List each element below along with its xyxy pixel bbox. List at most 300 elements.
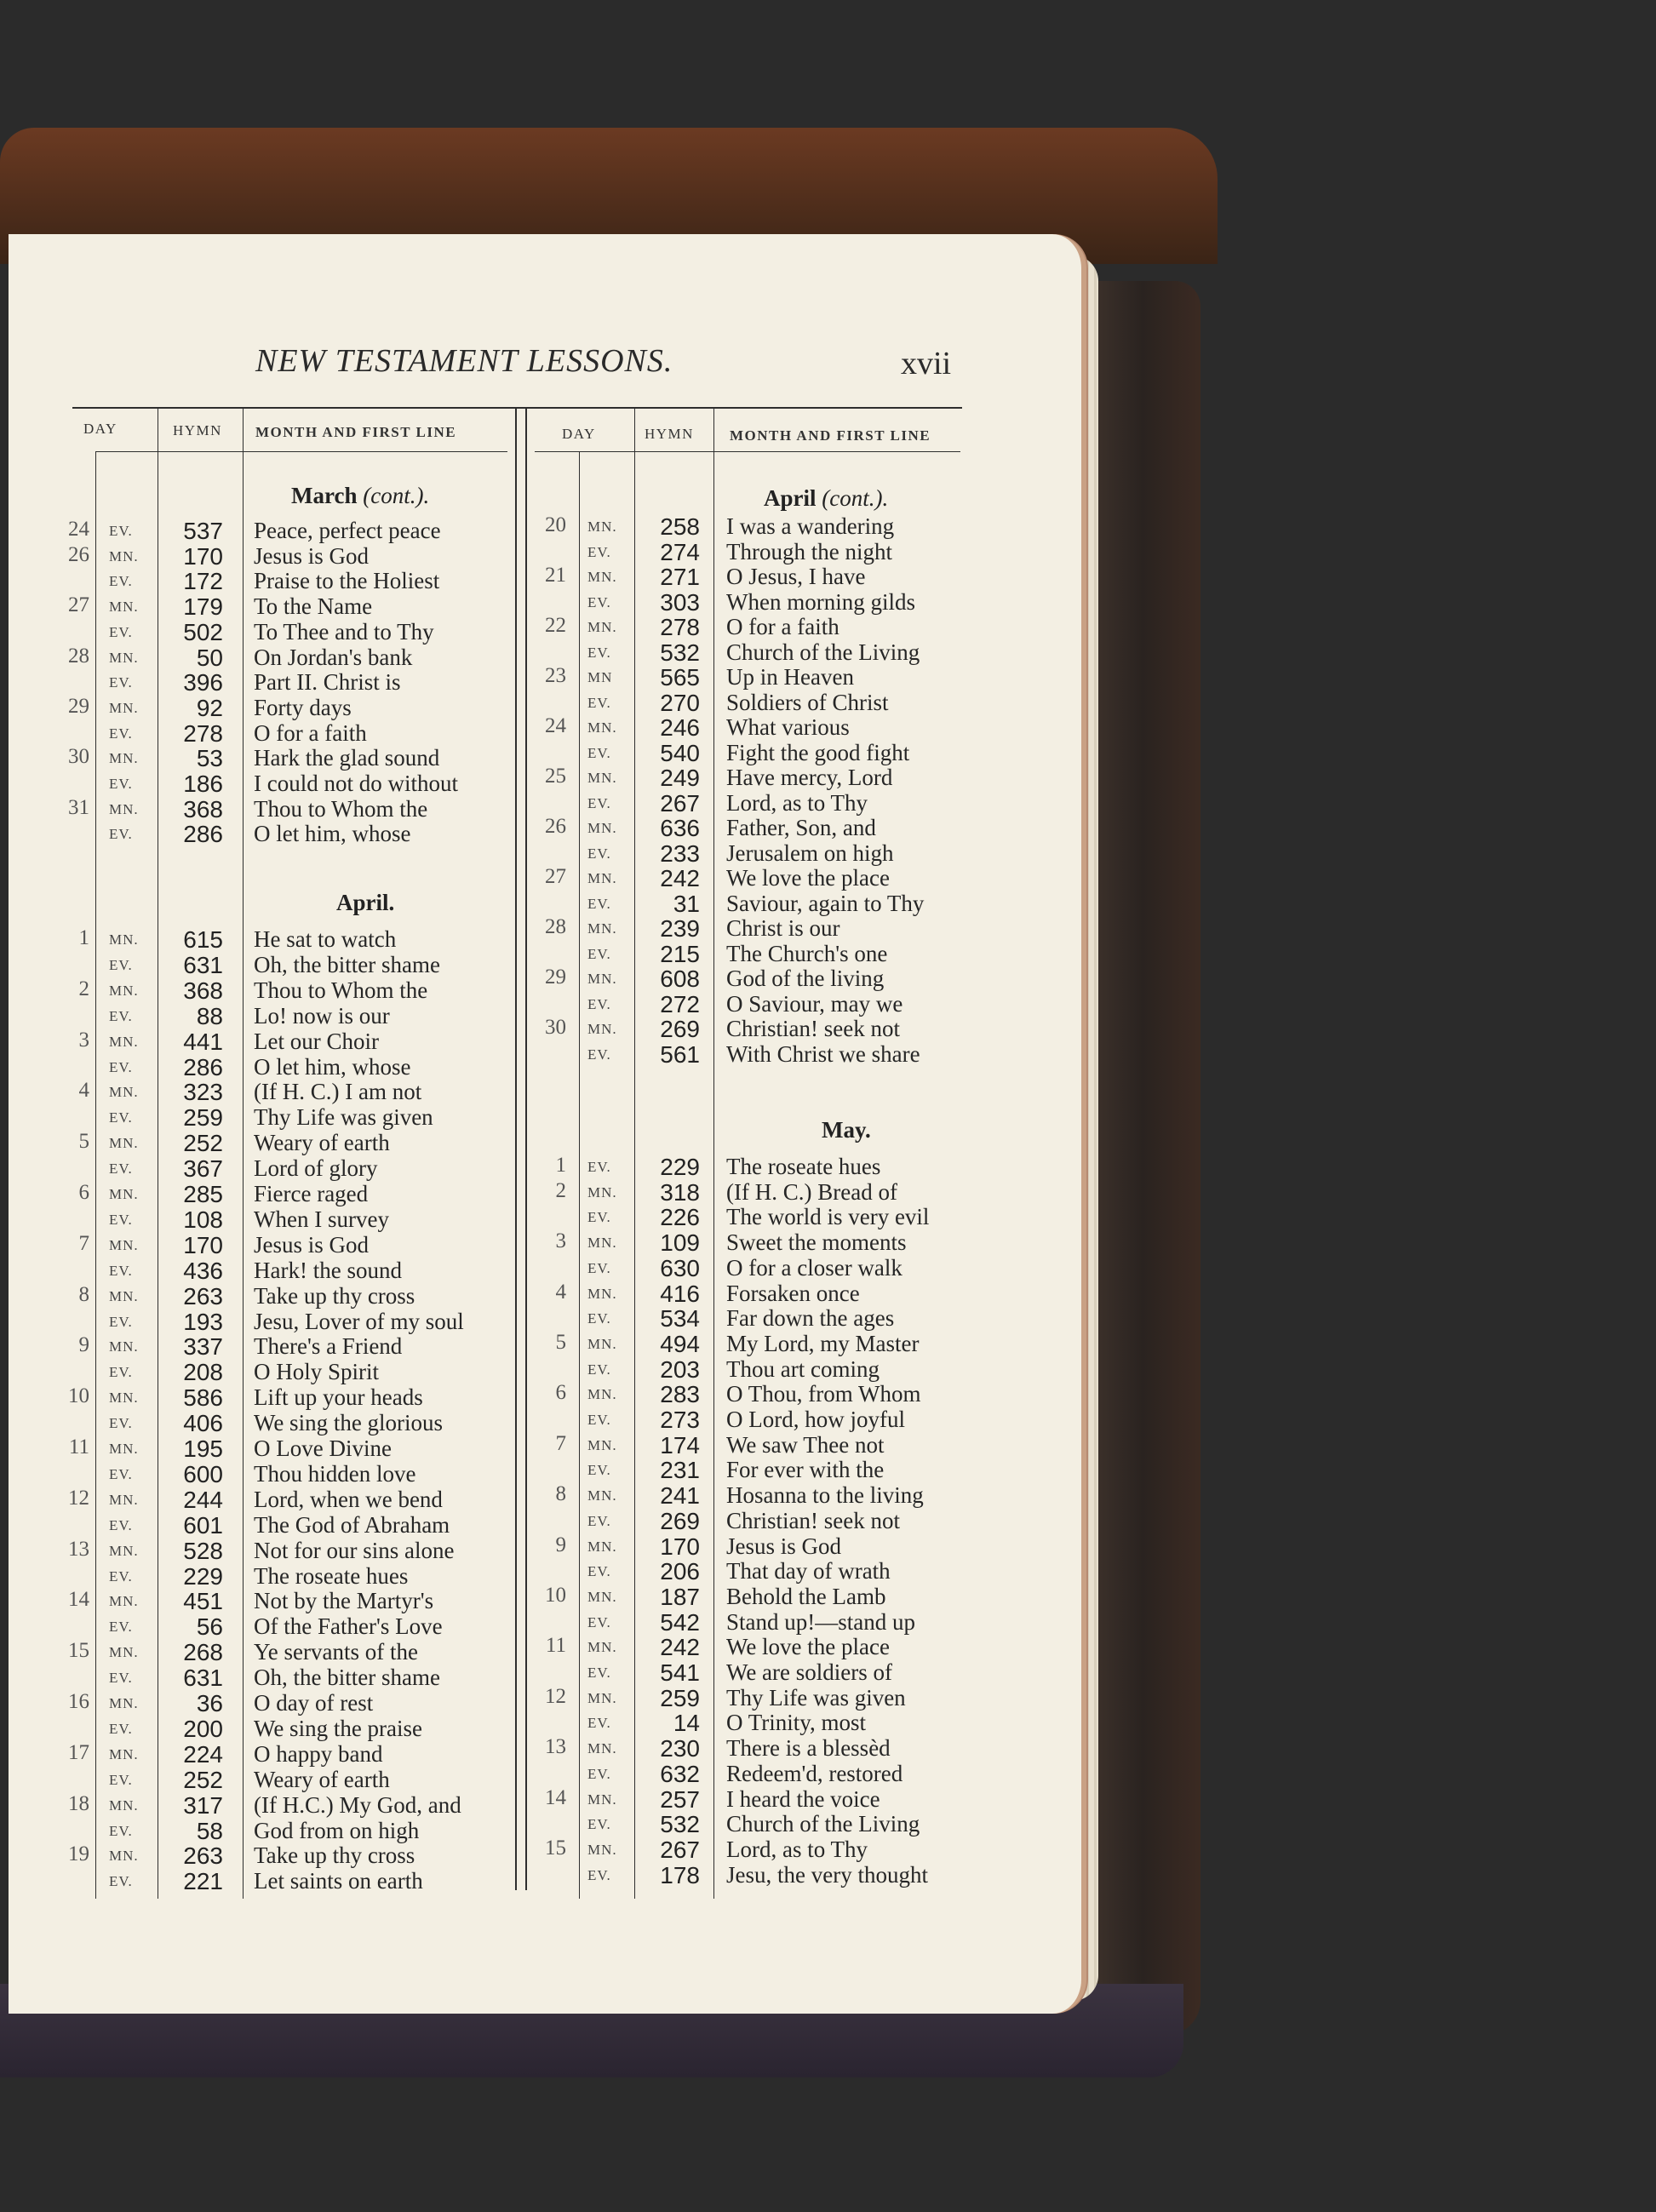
service: EV.: [109, 1516, 133, 1533]
first-line: Oh, the bitter shame: [254, 951, 440, 977]
hymn-number: 56: [196, 1613, 223, 1641]
first-line: We are soldiers of: [726, 1659, 892, 1685]
section-april-cont-cont: (cont.).: [822, 485, 889, 511]
first-line: On Jordan's bank: [254, 644, 413, 670]
first-line: O let him, whose: [254, 1053, 411, 1080]
day-number: 18: [68, 1791, 89, 1815]
first-line: O let him, whose: [254, 821, 411, 847]
hymn-number: 540: [660, 739, 700, 766]
service: EV.: [109, 1771, 133, 1788]
hymn-number: 528: [183, 1537, 223, 1564]
service: EV.: [109, 1822, 133, 1839]
first-line: Peace, perfect peace: [254, 518, 441, 543]
day-number: 28: [545, 915, 566, 938]
service: EV.: [587, 1046, 611, 1063]
service: MN.: [109, 1135, 139, 1152]
service: MN.: [587, 719, 617, 736]
day-number: 15: [545, 1836, 566, 1860]
day-number: 21: [545, 564, 566, 587]
first-line: Lord, as to Thy: [726, 1836, 868, 1862]
header-hymn-left: HYMN: [173, 422, 222, 438]
hymn-number: 271: [660, 564, 700, 590]
first-line: Oh, the bitter shame: [254, 1665, 440, 1691]
hymn-number: 187: [660, 1583, 700, 1610]
service: EV.: [587, 1866, 611, 1883]
hymn-number: 532: [660, 639, 700, 666]
service: EV.: [587, 1209, 611, 1226]
service: MN.: [109, 1644, 139, 1661]
hymn-number: 303: [660, 588, 700, 616]
first-line: Forsaken once: [726, 1280, 860, 1306]
hymn-number: 263: [183, 1282, 223, 1309]
section-may-title: May.: [822, 1117, 871, 1143]
day-number: 2: [78, 977, 89, 1000]
service: EV.: [109, 1211, 133, 1228]
service: MN.: [109, 750, 139, 767]
service: EV.: [587, 694, 611, 711]
service: EV.: [587, 1159, 611, 1175]
hymn-number: 258: [660, 513, 700, 540]
day-number: 6: [555, 1381, 566, 1405]
service: EV.: [109, 1313, 133, 1330]
hymn-number: 630: [660, 1254, 700, 1281]
hymn-number: 368: [183, 795, 223, 822]
first-line: Thy Life was given: [254, 1104, 433, 1131]
first-line: O happy band: [254, 1740, 383, 1767]
first-line: Thou to Whom the: [254, 977, 428, 1003]
hymn-number: 441: [183, 1028, 223, 1055]
day-number: 26: [68, 542, 89, 566]
hymn-number: 242: [660, 1634, 700, 1661]
service: EV.: [587, 1361, 611, 1378]
hymn-number: 416: [660, 1280, 700, 1307]
first-line: Ye servants of the: [254, 1639, 418, 1665]
first-line: The roseate hues: [254, 1562, 409, 1589]
service: MN.: [587, 1335, 617, 1352]
section-march-title: March: [291, 483, 358, 508]
first-line: Weary of earth: [254, 1766, 390, 1792]
day-number: 19: [68, 1842, 89, 1866]
first-line: We sing the glorious: [254, 1410, 444, 1436]
service: EV.: [109, 1873, 133, 1890]
hymn-number: 229: [183, 1562, 223, 1590]
hymn-number: 215: [660, 940, 700, 967]
day-number: 20: [545, 513, 566, 536]
day-number: 1: [555, 1154, 566, 1177]
hymn-number: 285: [183, 1181, 223, 1207]
col-sep-right-2: [634, 409, 635, 1899]
service: MN.: [109, 931, 139, 948]
hymn-number: 631: [183, 1665, 223, 1692]
first-line: Christian! seek not: [726, 1507, 900, 1533]
hymn-number: 108: [183, 1206, 223, 1233]
service: EV.: [109, 1720, 133, 1737]
day-number: 23: [545, 664, 566, 687]
hymn-number: 233: [660, 840, 700, 867]
hymn-number: 494: [660, 1330, 700, 1357]
hymn-number: 396: [183, 669, 223, 696]
header-day-right: DAY: [562, 426, 596, 442]
first-line: Thy Life was given: [726, 1684, 906, 1711]
service: EV.: [109, 1619, 133, 1636]
first-line: The God of Abraham: [254, 1511, 450, 1538]
day-number: 4: [555, 1280, 566, 1304]
first-line: There is a blessèd: [726, 1735, 891, 1762]
hymn-number: 193: [183, 1308, 223, 1335]
first-line: Hark the glad sound: [254, 745, 440, 771]
hymn-number: 318: [660, 1178, 700, 1206]
service: EV.: [109, 956, 133, 973]
hymn-number: 267: [660, 789, 700, 817]
first-line: Hark! the sound: [254, 1257, 402, 1283]
day-number: 1: [78, 926, 89, 949]
first-line: When I survey: [254, 1206, 389, 1232]
day-number: 25: [545, 765, 566, 788]
first-line: Lord, when we bend: [254, 1486, 443, 1512]
first-line: I heard the voice: [726, 1785, 880, 1812]
service: EV.: [587, 1462, 611, 1479]
hymn-number: 200: [183, 1715, 223, 1742]
day-number: 10: [545, 1583, 566, 1607]
hymn-number: 268: [183, 1639, 223, 1666]
service: MN.: [109, 1542, 139, 1559]
day-number: 31: [68, 795, 89, 819]
first-line: What various: [726, 714, 850, 740]
hymn-number: 367: [183, 1155, 223, 1183]
first-line: Thou art coming: [726, 1355, 880, 1382]
day-number: 17: [68, 1740, 89, 1764]
service: MN.: [587, 1740, 617, 1757]
first-line: Through the night: [726, 538, 892, 564]
header-day-left: DAY: [83, 421, 117, 437]
day-number: 29: [545, 966, 566, 989]
hymn-number: 259: [183, 1104, 223, 1132]
first-line: (If H. C.) I am not: [254, 1079, 422, 1105]
first-line: Stand up!—stand up: [726, 1608, 915, 1635]
service: EV.: [109, 1007, 133, 1024]
hymn-number: 273: [660, 1407, 700, 1433]
service: MN.: [109, 1338, 139, 1355]
service: EV.: [587, 1412, 611, 1428]
service: MN.: [587, 1791, 617, 1808]
hymn-number: 561: [660, 1040, 700, 1068]
hymn-number: 208: [183, 1359, 223, 1386]
hymn-number: 231: [660, 1457, 700, 1484]
first-line: I could not do without: [254, 771, 458, 796]
service: MN.: [587, 1021, 617, 1037]
day-number: 30: [68, 745, 89, 769]
section-april: [336, 890, 394, 916]
first-line: Hosanna to the living: [726, 1482, 924, 1509]
hymn-number: 406: [183, 1410, 223, 1437]
day-number: 7: [555, 1431, 566, 1455]
first-line: The world is very evil: [726, 1204, 930, 1230]
service: EV.: [587, 1613, 611, 1630]
hymn-number: 252: [183, 1130, 223, 1157]
day-number: 12: [545, 1684, 566, 1708]
first-line: God from on high: [254, 1817, 420, 1843]
service: MN.: [587, 1183, 617, 1201]
first-line: Sweet the moments: [726, 1229, 907, 1256]
day-number: 11: [545, 1634, 566, 1658]
service: EV.: [587, 1715, 611, 1732]
first-line: Forty days: [254, 694, 352, 720]
hymn-number: 267: [660, 1836, 700, 1863]
double-rule-b: [525, 409, 527, 1890]
hymn-number: 368: [183, 977, 223, 1004]
first-line: O Love Divine: [254, 1436, 392, 1461]
first-line: We love the place: [726, 1634, 890, 1660]
hymn-number: 323: [183, 1079, 223, 1106]
first-line: O Lord, how joyful: [726, 1407, 905, 1432]
service: MN.: [587, 1386, 617, 1403]
day-number: 2: [555, 1178, 566, 1202]
first-line: To the Name: [254, 593, 373, 620]
service: MN.: [109, 1848, 139, 1865]
hymn-number: 230: [660, 1735, 700, 1762]
service: MN.: [109, 1084, 139, 1101]
service: EV.: [587, 543, 611, 560]
first-line: Christ is our: [726, 915, 840, 941]
section-april-cont-title: April: [764, 485, 817, 511]
hymn-number: 186: [183, 771, 223, 797]
service: EV.: [109, 826, 133, 843]
day-number: 26: [545, 815, 566, 838]
hymn-number: 631: [183, 951, 223, 978]
hymn-number: 53: [196, 745, 223, 772]
first-line: Praise to the Holiest: [254, 568, 440, 594]
service: EV.: [109, 674, 133, 691]
hymn-number: 632: [660, 1760, 700, 1787]
first-line: (If H. C.) Bread of: [726, 1178, 897, 1205]
service: MN.: [109, 1797, 139, 1814]
service: MN.: [587, 1588, 617, 1605]
hymn-number: 259: [660, 1684, 700, 1711]
hymn-number: 58: [196, 1817, 223, 1844]
day-number: 16: [68, 1690, 89, 1713]
hymn-number: 252: [183, 1766, 223, 1793]
day-number: 24: [68, 518, 89, 541]
day-number: 29: [68, 694, 89, 718]
header-top-rule: [72, 407, 962, 409]
service: EV.: [109, 1567, 133, 1585]
service: MN.: [587, 870, 617, 886]
day-number: 3: [555, 1229, 566, 1253]
hymn-number: 286: [183, 1053, 223, 1080]
service: MN.: [587, 971, 617, 987]
hymn-number: 249: [660, 765, 700, 791]
day-number: 15: [68, 1639, 89, 1663]
hymn-number: 317: [183, 1791, 223, 1819]
service: EV.: [109, 1465, 133, 1482]
service: EV.: [109, 1058, 133, 1075]
hymn-number: 170: [183, 542, 223, 570]
col-sep-left-3: [243, 409, 244, 1899]
section-april-cont: [764, 485, 888, 512]
hymn-number: 270: [660, 689, 700, 716]
service: MN.: [109, 982, 139, 999]
hymn-number: 241: [660, 1482, 700, 1510]
hymn-number: 229: [660, 1154, 700, 1180]
service: MN.: [109, 699, 139, 716]
hymn-number: 534: [660, 1305, 700, 1332]
service: EV.: [109, 1109, 133, 1126]
first-line: O Saviour, may we: [726, 990, 903, 1017]
first-line: Of the Father's Love: [254, 1613, 443, 1640]
hymn-number: 221: [183, 1868, 223, 1895]
service: EV.: [109, 573, 133, 590]
service: MN.: [587, 1689, 617, 1706]
section-march: [291, 483, 429, 509]
first-line: Far down the ages: [726, 1305, 895, 1332]
service: MN.: [109, 1236, 139, 1253]
day-number: 28: [68, 644, 89, 668]
day-number: 4: [78, 1079, 89, 1103]
first-line: Fight the good fight: [726, 739, 910, 765]
first-line: Take up thy cross: [254, 1842, 415, 1869]
hymn-number: 541: [660, 1659, 700, 1686]
first-line: I was a wandering: [726, 513, 895, 539]
day-number: 5: [555, 1330, 566, 1354]
service: MN.: [109, 1033, 139, 1050]
hymn-number: 244: [183, 1486, 223, 1513]
header-month-left: MONTH AND FIRST LINE: [255, 424, 457, 440]
hymn-number: 109: [660, 1229, 700, 1257]
hymn-number: 278: [660, 614, 700, 640]
service: MN.: [109, 800, 139, 817]
first-line: Christian! seek not: [726, 1016, 900, 1041]
first-line: Thou to Whom the: [254, 795, 428, 822]
day-number: 14: [545, 1785, 566, 1809]
hymn-number: 174: [660, 1431, 700, 1458]
hymn-number: 269: [660, 1016, 700, 1042]
hymn-number: 203: [660, 1355, 700, 1383]
hymn-number: 31: [673, 890, 700, 917]
hymn-number: 92: [196, 694, 223, 721]
day-number: 30: [545, 1016, 566, 1039]
first-line: There's a Friend: [254, 1333, 403, 1360]
service: EV.: [587, 1765, 611, 1782]
first-line: The Church's one: [726, 940, 888, 966]
hymn-number: 178: [660, 1861, 700, 1888]
first-line: O Trinity, most: [726, 1710, 867, 1736]
service: EV.: [587, 1665, 611, 1681]
hymn-number: 224: [183, 1740, 223, 1768]
page-number: xvii: [901, 346, 952, 381]
first-line: Have mercy, Lord: [726, 765, 893, 790]
service: EV.: [109, 623, 133, 640]
hymn-number: 600: [183, 1460, 223, 1487]
service: MN.: [109, 1441, 139, 1457]
first-line: To Thee and to Thy: [254, 618, 434, 645]
hymn-number: 272: [660, 990, 700, 1017]
first-line: Let saints on earth: [254, 1868, 423, 1894]
day-number: 24: [545, 714, 566, 737]
col-sep-right-1: [579, 451, 580, 1899]
service: MN.: [109, 1287, 139, 1304]
first-line: Behold the Lamb: [726, 1583, 886, 1609]
service: EV.: [587, 794, 611, 811]
hymn-number: 246: [660, 714, 700, 741]
first-line: That day of wrath: [726, 1558, 891, 1585]
service: MN.: [587, 1285, 617, 1302]
first-line: For ever with the: [726, 1457, 885, 1483]
hymn-number: 532: [660, 1811, 700, 1838]
first-line: Weary of earth: [254, 1130, 390, 1156]
day-number: 8: [555, 1482, 566, 1506]
first-line: Not by the Martyr's: [254, 1588, 434, 1614]
hymn-number: 601: [183, 1511, 223, 1539]
first-line: Up in Heaven: [726, 664, 854, 690]
hymn-number: 636: [660, 815, 700, 841]
service: MN.: [109, 1745, 139, 1762]
day-number: 13: [545, 1735, 566, 1759]
hymn-number: 436: [183, 1257, 223, 1284]
hymn-number: 615: [183, 926, 223, 953]
first-line: We sing the praise: [254, 1715, 423, 1741]
service: MN.: [587, 1436, 617, 1453]
service: EV.: [587, 1259, 611, 1276]
header-month-right: MONTH AND FIRST LINE: [730, 427, 931, 444]
day-number: 9: [555, 1533, 566, 1556]
header-bottom-rule-right: [535, 451, 960, 452]
hymn-number: 502: [183, 618, 223, 645]
hymn-number: 283: [660, 1381, 700, 1408]
first-line: My Lord, my Master: [726, 1330, 920, 1356]
first-line: O for a faith: [726, 614, 839, 639]
first-line: Part II. Christ is: [254, 669, 401, 696]
first-line: With Christ we share: [726, 1040, 920, 1067]
first-line: He sat to watch: [254, 926, 397, 952]
first-line: We love the place: [726, 865, 890, 891]
first-line: Jesus is God: [254, 1231, 370, 1258]
first-line: Not for our sins alone: [254, 1537, 455, 1563]
service: EV.: [587, 1512, 611, 1529]
col-sep-left-1: [95, 451, 96, 1899]
service: EV.: [587, 845, 611, 862]
service: MN.: [109, 1390, 139, 1407]
hymn-number: 269: [660, 1507, 700, 1534]
first-line: Jerusalem on high: [726, 840, 894, 866]
day-number: 14: [68, 1588, 89, 1612]
day-number: 10: [68, 1384, 89, 1408]
day-number: 13: [68, 1537, 89, 1561]
day-number: 7: [78, 1231, 89, 1255]
section-april-title: April.: [336, 890, 395, 915]
day-number: 3: [78, 1028, 89, 1052]
service: MN.: [109, 1695, 139, 1711]
hymn-number: 608: [660, 966, 700, 992]
first-line: Thou hidden love: [254, 1460, 416, 1487]
hymn-number: 542: [660, 1608, 700, 1636]
first-line: Jesus is God: [254, 542, 370, 569]
service: MN.: [587, 619, 617, 635]
first-line: Lift up your heads: [254, 1384, 423, 1411]
service: EV.: [109, 523, 133, 539]
hymn-number: 50: [196, 644, 223, 671]
day-number: 27: [545, 865, 566, 888]
first-line: We saw Thee not: [726, 1431, 885, 1458]
first-line: Redeem'd, restored: [726, 1760, 903, 1786]
service: EV.: [587, 644, 611, 661]
service: EV.: [587, 744, 611, 761]
service: MN.: [587, 920, 617, 937]
service: MN: [587, 669, 613, 685]
first-line: Lord, as to Thy: [726, 789, 868, 816]
first-line: O for a closer walk: [726, 1254, 902, 1281]
section-march-cont: (cont.).: [363, 483, 430, 508]
first-line: O Holy Spirit: [254, 1359, 380, 1385]
